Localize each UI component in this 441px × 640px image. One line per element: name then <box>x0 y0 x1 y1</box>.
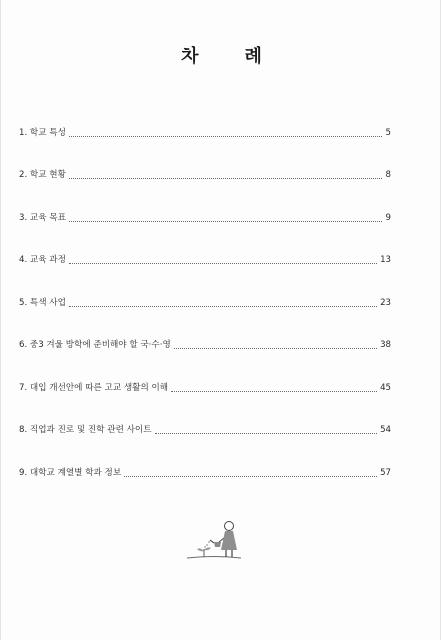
toc-entry-page: 57 <box>380 467 391 478</box>
toc-entry[interactable] <box>19 266 391 309</box>
girl-watering-plant-illustration <box>184 518 244 562</box>
toc-entry[interactable] <box>19 96 391 139</box>
dot-leader <box>69 306 377 307</box>
dot-leader <box>69 136 382 137</box>
toc-entry-page: 23 <box>380 297 391 308</box>
toc-entry-page: 54 <box>380 425 391 435</box>
toc-entry-page: 8 <box>385 170 391 180</box>
dot-leader <box>174 348 377 349</box>
toc-entry-label: 9. 대학교 계열별 학과 정보 <box>19 467 122 478</box>
toc-entry-page: 45 <box>380 382 391 393</box>
dot-leader <box>124 476 377 477</box>
toc-entry[interactable] <box>19 436 391 479</box>
dot-leader <box>69 178 382 179</box>
toc-entry-page: 38 <box>380 340 391 350</box>
toc-entry-label: 4. 교육 과정 <box>19 255 66 265</box>
toc-entry-label: 6. 중3 겨울 방학에 준비해야 할 국·수·영 <box>19 340 171 350</box>
dot-leader <box>155 433 378 434</box>
toc-entry-page: 13 <box>380 255 391 265</box>
dot-leader <box>69 221 382 222</box>
dot-leader <box>171 391 377 392</box>
toc-entry[interactable] <box>19 309 391 352</box>
toc-entry[interactable] <box>19 394 391 437</box>
toc-entry[interactable] <box>19 139 391 182</box>
toc-entry[interactable] <box>19 351 391 394</box>
table-of-contents <box>19 96 391 479</box>
toc-entry-page: 5 <box>385 127 391 138</box>
toc-entry[interactable] <box>19 181 391 224</box>
toc-entry-label: 1. 학교 특성 <box>19 127 66 138</box>
toc-entry-label: 5. 특색 사업 <box>19 297 66 308</box>
toc-entry-label: 8. 직업과 진로 및 진학 관련 사이트 <box>19 425 152 435</box>
toc-entry-label: 3. 교육 목표 <box>19 212 66 223</box>
toc-entry-page: 9 <box>385 212 391 223</box>
toc-entry-label: 7. 대입 개선안에 따른 고교 생활의 이해 <box>19 382 169 393</box>
toc-entry-label: 2. 학교 현황 <box>19 170 66 180</box>
toc-entry[interactable] <box>19 224 391 267</box>
dot-leader <box>69 263 377 264</box>
page-title: 차례 <box>181 46 308 67</box>
